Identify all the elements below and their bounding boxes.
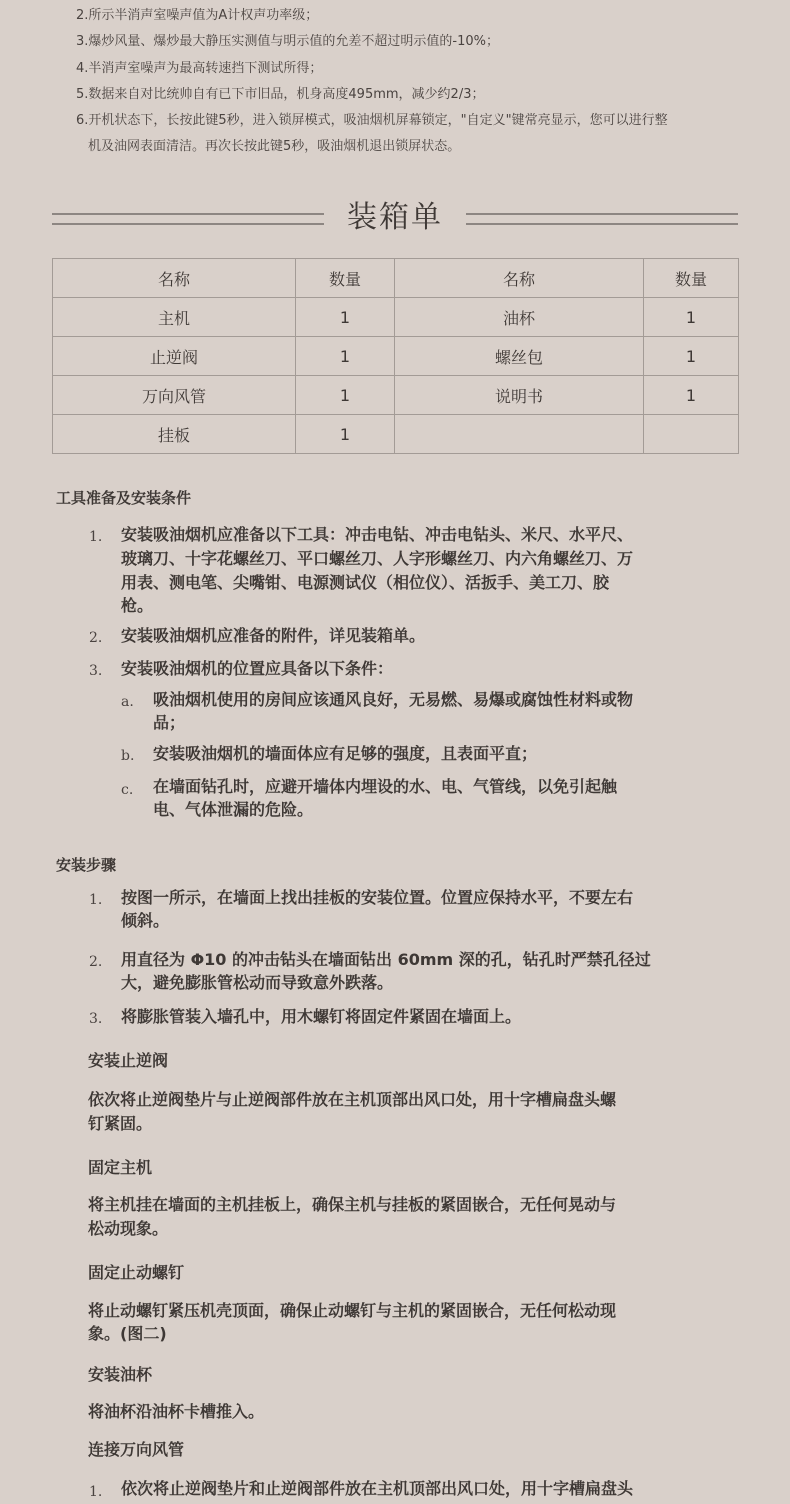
paragraph-line: 松动现象。 bbox=[88, 1219, 169, 1238]
list-item-line: 用直径为 Φ10 的冲击钻头在墙面钻出 60mm 深的孔，钻孔时严禁孔径过 bbox=[121, 950, 651, 969]
list-item-line: 将膨胀管装入墙孔中，用木螺钉将固定件紧固在墙面上。 bbox=[121, 1007, 522, 1026]
sublist-item-line: 电、气体泄漏的危险。 bbox=[153, 800, 314, 819]
table-cell: 1 bbox=[644, 337, 739, 376]
table-cell: 1 bbox=[296, 337, 395, 376]
paragraph-line: 将油杯沿油杯卡槽推入。 bbox=[88, 1402, 265, 1421]
list-item-line: 枪。 bbox=[121, 596, 154, 615]
table-cell: 螺丝包 bbox=[395, 337, 644, 376]
section-title: 固定主机 bbox=[88, 1158, 153, 1177]
paragraph-line: 依次将止逆阀垫片与止逆阀部件放在主机顶部出风口处，用十字槽扁盘头螺 bbox=[88, 1090, 617, 1109]
sublist-letter: b. bbox=[121, 748, 135, 764]
table-header-row bbox=[53, 259, 739, 298]
paragraph-line: 将止动螺钉紧压机壳顶面，确保止动螺钉与主机的紧固嵌合，无任何松动现 bbox=[88, 1301, 617, 1320]
header-qty: 数量 bbox=[644, 259, 739, 298]
sublist-letter: c. bbox=[121, 782, 134, 798]
list-item-line: 按图一所示，在墙面上找出挂板的安装位置。位置应保持水平，不要左右 bbox=[121, 888, 634, 907]
table-row bbox=[53, 298, 739, 337]
title-divider-right bbox=[466, 213, 738, 225]
paragraph-line: 将主机挂在墙面的主机挂板上，确保主机与挂板的紧固嵌合，无任何晃动与 bbox=[88, 1195, 617, 1214]
sublist-item-line: 安装吸油烟机的墙面体应有足够的强度，且表面平直； bbox=[153, 744, 538, 763]
tools-heading: 工具准备及安装条件 bbox=[56, 489, 192, 507]
table-cell: 主机 bbox=[53, 298, 296, 337]
table-cell: 1 bbox=[296, 415, 395, 454]
list-item-line: 安装吸油烟机应准备的附件，详见装箱单。 bbox=[121, 626, 426, 645]
list-item-line: 安装吸油烟机应准备以下工具：冲击电钻、冲击电钻头、米尺、水平尺、 bbox=[121, 525, 634, 544]
list-number: 2. bbox=[89, 954, 103, 970]
note-line: 2.所示半消声室噪声值为A计权声功率级； bbox=[76, 8, 319, 23]
section-title: 安装油杯 bbox=[88, 1365, 153, 1384]
note-line: 3.爆炒风量、爆炒最大静压实测值与明示值的允差不超过明示值的-10%； bbox=[76, 34, 499, 49]
note-line: 机及油网表面清洁。再次长按此键5秒，吸油烟机退出锁屏状态。 bbox=[88, 139, 461, 154]
list-item-line: 倾斜。 bbox=[121, 911, 170, 930]
list-number: 1. bbox=[89, 1484, 103, 1500]
section-title: 连接万向风管 bbox=[88, 1440, 185, 1459]
list-number: 2. bbox=[89, 630, 103, 646]
sublist-item-line: 品； bbox=[153, 713, 186, 732]
steps-heading: 安装步骤 bbox=[56, 856, 117, 874]
table-cell bbox=[395, 415, 644, 454]
table-cell: 止逆阀 bbox=[53, 337, 296, 376]
header-name: 名称 bbox=[53, 259, 296, 298]
header-name: 名称 bbox=[395, 259, 644, 298]
list-item-line: 依次将止逆阀垫片和止逆阀部件放在主机顶部出风口处，用十字槽扁盘头 bbox=[121, 1479, 634, 1498]
table-cell bbox=[644, 415, 739, 454]
list-item-line: 大，避免膨胀管松动而导致意外跌落。 bbox=[121, 973, 394, 992]
table-cell: 1 bbox=[296, 376, 395, 415]
sublist-item-line: 吸油烟机使用的房间应该通风良好，无易燃、易爆或腐蚀性材料或物 bbox=[153, 690, 634, 709]
sublist-letter: a. bbox=[121, 694, 134, 710]
table-cell: 说明书 bbox=[395, 376, 644, 415]
note-line: 4.半消声室噪声为最高转速挡下测试所得； bbox=[76, 61, 323, 76]
note-line: 5.数据来自对比统帅自有已下市旧品，机身高度495mm，减少约2/3； bbox=[76, 87, 485, 102]
list-number: 1. bbox=[89, 529, 103, 545]
list-number: 1. bbox=[89, 892, 103, 908]
list-item-line: 安装吸油烟机的位置应具备以下条件： bbox=[121, 659, 394, 678]
table-row bbox=[53, 337, 739, 376]
packing-table bbox=[52, 258, 739, 454]
table-cell: 万向风管 bbox=[53, 376, 296, 415]
note-line: 6.开机状态下，长按此键5秒，进入锁屏模式，吸油烟机屏幕锁定，"自定义"键常亮显示，您可以进行整 bbox=[76, 113, 668, 128]
title-divider-left bbox=[52, 213, 324, 225]
list-number: 3. bbox=[89, 663, 103, 679]
table-row bbox=[53, 415, 739, 454]
section-title: 安装止逆阀 bbox=[88, 1051, 169, 1070]
table-cell: 1 bbox=[644, 376, 739, 415]
paragraph-line: 钉紧固。 bbox=[88, 1114, 153, 1133]
list-item-line: 玻璃刀、十字花螺丝刀、平口螺丝刀、人字形螺丝刀、内六角螺丝刀、万 bbox=[121, 549, 634, 568]
table-cell: 1 bbox=[296, 298, 395, 337]
paragraph-line: 象。(图二) bbox=[88, 1324, 167, 1343]
list-item-line: 用表、测电笔、尖嘴钳、电源测试仪（相位仪）、活扳手、美工刀、胶 bbox=[121, 573, 610, 592]
packing-list-title bbox=[52, 196, 738, 240]
list-number: 3. bbox=[89, 1011, 103, 1027]
packing-list-heading: 装箱单 bbox=[347, 200, 443, 235]
table-row bbox=[53, 376, 739, 415]
section-title: 固定止动螺钉 bbox=[88, 1263, 185, 1282]
table-cell: 油杯 bbox=[395, 298, 644, 337]
table-cell: 1 bbox=[644, 298, 739, 337]
sublist-item-line: 在墙面钻孔时，应避开墙体内埋设的水、电、气管线，以免引起触 bbox=[153, 777, 618, 796]
table-cell: 挂板 bbox=[53, 415, 296, 454]
header-qty: 数量 bbox=[296, 259, 395, 298]
